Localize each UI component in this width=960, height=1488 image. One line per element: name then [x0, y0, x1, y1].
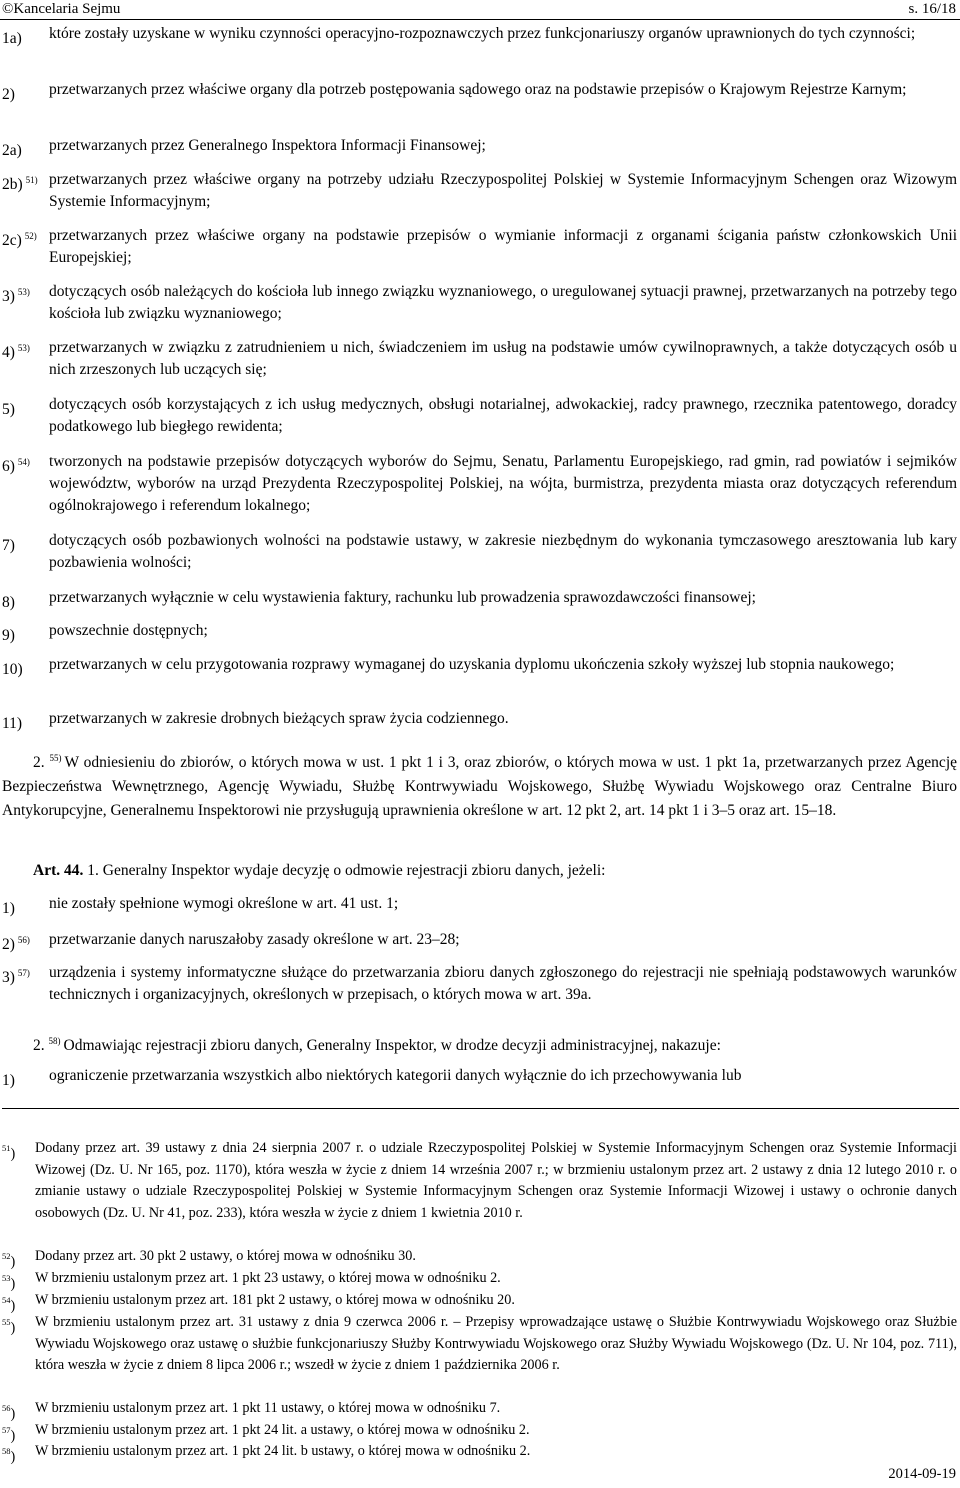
- footnote-text: W brzmieniu ustalonym przez art. 1 pkt 23 ustawy, o której mowa w odnośniku 2.: [35, 1270, 501, 1286]
- paragraph-text: Odmawiając rejestracji zbioru danych, Generalny Inspektor, w drodze decyzji administracyjnej, nakazuje:: [63, 1037, 721, 1054]
- paragraph-text: W odniesieniu do zbiorów, o których mowa w ust. 1 pkt 1 i 3, oraz zbiorów, o których mowa w ust. 1 pkt 1a, przetwarzanych przez Agencję Bezpieczeństwa Wewnętrznego, Agencję Wywiadu, Służbę Kontrwywiadu Wojskowego, Służbę Wywiadu Wojskowego oraz Centralne Biuro Antykorupcyjne, Generalnemu Inspektorowi nie przysługują uprawnienia określone w art. 12 pkt 2, art. 14 pkt 1 i 3–5 oraz art. 15–18.: [2, 754, 958, 819]
- footnote-number: $^{58}$): [2, 1446, 16, 1465]
- footer-date: 2014-09-19: [888, 1466, 956, 1482]
- item-number: 3) $^{57)}$: [2, 968, 30, 986]
- list-item-9: [2, 620, 957, 642]
- footnote-56: [2, 1398, 957, 1420]
- footnote-55: [2, 1312, 957, 1377]
- item-number: 2): [2, 86, 15, 103]
- item-text: przetwarzanie danych naruszałoby zasady określone w art. 23–28;: [49, 931, 460, 948]
- item-number: 2c) $^{52)}$: [2, 231, 37, 249]
- item-number: 3) $^{53)}$: [2, 287, 30, 305]
- footnote-text: W brzmieniu ustalonym przez art. 1 pkt 24 lit. a ustawy, o której mowa w odnośniku 2.: [35, 1422, 530, 1438]
- item-number: 2) $^{56)}$: [2, 935, 30, 953]
- item-number: 1): [2, 1072, 15, 1089]
- item-text: dotyczących osób należących do kościoła lub innego związku wyznaniowego, o uregulowanej sytuacji prawnej, przetwarzanych na potrzeby tego kościoła lub związku wyznaniowego;: [49, 283, 957, 322]
- publisher-label: ©Kancelaria Sejmu: [2, 1, 121, 17]
- footnote-text: W brzmieniu ustalonym przez art. 31 ustawy z dnia 9 czerwca 2006 r. – Przepisy wprowadzające ustawę o Służbie Kontrwywiadu Wojskowego oraz Służbie Wywiadu Wojskowego oraz ustawę o służbie funkcjonariuszy Służby Kontrwywiadu Wojskowego oraz Służby Wywiadu Wojskowego (Dz. U. Nr 104, poz. 711), która weszła w życie z dniem 8 lipca 2006 r.; wszedł w życie z dniem 1 października 2006 r.: [35, 1314, 957, 1373]
- item-number: 1a): [2, 30, 22, 47]
- item-number: 5): [2, 401, 15, 418]
- item-number: 6) $^{54)}$: [2, 457, 30, 475]
- item-number: 2a): [2, 142, 22, 159]
- item-text: przetwarzanych przez Generalnego Inspektora Informacji Finansowej;: [49, 137, 486, 154]
- footnote-text: Dodany przez art. 30 pkt 2 ustawy, o której mowa w odnośniku 30.: [35, 1248, 416, 1264]
- footnote-text: W brzmieniu ustalonym przez art. 181 pkt 2 ustawy, o której mowa w odnośniku 20.: [35, 1292, 515, 1308]
- item-number: 11): [2, 715, 23, 732]
- footnote-ref: 58): [48, 1036, 61, 1046]
- footnote-number: $^{55}$): [2, 1317, 16, 1336]
- footnote-58: [2, 1441, 957, 1463]
- item-number: 2b) $^{51)}$: [2, 175, 38, 193]
- list-item-b2: [2, 929, 957, 951]
- footnote-text: Dodany przez art. 39 ustawy z dnia 24 sierpnia 2007 r. o udziale Rzeczypospolitej Polskiej w Systemie Informacyjnym Schengen oraz Systemie Informacji Wizowej (Dz. U. Nr 165, poz. 1170), która weszła w życie z dniem 14 września 2007 r.; w brzmieniu ustalonym przez art. 2 ustawy z dnia 12 lutego 2010 r. o zmianie ustawy o udziale Rzeczypospolitej Polskiej w Systemie Informacyjnym Schengen oraz Systemie Informacji Wizowej i ustawy o ochronie danych osobowych (Dz. U. Nr 41, poz. 233), która weszła w życie z dniem 1 kwietnia 2010 r.: [35, 1140, 957, 1221]
- footnote-number: $^{52}$): [2, 1251, 16, 1270]
- item-text: urządzenia i systemy informatyczne służące do przetwarzania zbioru danych zgłoszonego do rejestracji nie spełniają podstawowych warunków technicznych i organizacyjnych, określonych w przepisach, o których mowa w art. 39a.: [49, 964, 957, 1003]
- footnote-54: [2, 1290, 957, 1312]
- paragraph-2: [2, 746, 957, 823]
- footnote-51: [2, 1138, 957, 1224]
- item-text: nie zostały spełnione wymogi określone w art. 41 ust. 1;: [49, 895, 399, 912]
- item-text: przetwarzanych w związku z zatrudnieniem u nich, świadczeniem im usług na podstawie umów cywilnoprawnych, a także dotyczących osób u nich zrzeszonych lub uczących się;: [49, 339, 957, 378]
- footnote-number: $^{57}$): [2, 1425, 16, 1444]
- article-44-paragraph-2: [2, 1029, 957, 1058]
- footnote-text: W brzmieniu ustalonym przez art. 1 pkt 24 lit. b ustawy, o której mowa w odnośniku 2.: [35, 1443, 531, 1459]
- footnote-ref: 55): [49, 753, 62, 763]
- footnote-52: [2, 1246, 957, 1268]
- footnote-text: W brzmieniu ustalonym przez art. 1 pkt 11 ustawy, o której mowa w odnośniku 7.: [35, 1400, 501, 1416]
- item-text: przetwarzanych w zakresie drobnych bieżących spraw życia codziennego.: [49, 710, 509, 727]
- item-number: 7): [2, 537, 15, 554]
- item-text: przetwarzanych przez właściwe organy na podstawie przepisów o wymianie informacji z organami ścigania państw członkowskich Unii Europejskiej;: [49, 227, 957, 266]
- list-item-c1: [2, 1065, 957, 1087]
- list-item-1a: [2, 23, 957, 45]
- footnote-number: $^{56}$): [2, 1403, 16, 1422]
- page-number: s. 16/18: [908, 1, 956, 17]
- footnote-separator: [2, 1108, 959, 1109]
- item-text: dotyczących osób korzystających z ich usług medycznych, obsługi notarialnej, adwokackiej, radcy prawnego, rzecznika patentowego, doradcy podatkowego lub biegłego rewidenta;: [49, 396, 957, 435]
- footnote-number: $^{54}$): [2, 1295, 16, 1314]
- footnote-57: [2, 1420, 957, 1442]
- paragraph-number: 2.: [33, 1037, 45, 1054]
- article-44: [2, 859, 957, 883]
- item-text: powszechnie dostępnych;: [49, 622, 208, 639]
- footnote-number: $^{53}$): [2, 1273, 16, 1292]
- list-item-5: [2, 394, 957, 438]
- item-number: 10): [2, 661, 23, 678]
- list-item-4: [2, 337, 957, 381]
- paragraph-number: 2.: [33, 754, 45, 771]
- item-text: przetwarzanych przez właściwe organy na potrzeby udziału Rzeczypospolitej Polskiej w Systemie Informacyjnym Schengen oraz Wizowym Systemie Informacyjnym;: [49, 171, 957, 210]
- list-item-10: [2, 654, 957, 676]
- list-item-2: [2, 79, 957, 101]
- list-item-b1: [2, 893, 957, 915]
- list-item-8: [2, 587, 957, 609]
- list-item-2a: [2, 135, 957, 157]
- footnote-number: $^{51}$): [2, 1143, 16, 1162]
- item-text: które zostały uzyskane w wyniku czynności operacyjno-rozpoznawczych przez funkcjonariuszy organów uprawnionych do tych czynności;: [49, 25, 916, 42]
- footnote-53: [2, 1268, 957, 1290]
- item-text: przetwarzanych przez właściwe organy dla potrzeb postępowania sądowego oraz na podstawie przepisów o Krajowym Rejestrze Karnym;: [49, 81, 907, 98]
- list-item-11: [2, 708, 957, 730]
- page-header: [0, 0, 960, 21]
- list-item-6: [2, 451, 957, 517]
- list-item-3: [2, 281, 957, 325]
- item-text: tworzonych na podstawie przepisów dotyczących wyborów do Sejmu, Senatu, Parlamentu Europejskiego, rad gmin, rad powiatów i sejmików województw, wyborów na urząd Prezydenta Rzeczypospolitej Polskiej, na wójta, burmistrza, prezydenta miasta oraz dotyczących referendum ogólnokrajowego i referendum lokalnego;: [49, 453, 957, 514]
- list-item-2c: [2, 225, 957, 269]
- list-item-b3: [2, 962, 957, 1006]
- paragraph-number: 1.: [87, 862, 99, 879]
- item-number: 9): [2, 627, 15, 644]
- item-text: przetwarzanych wyłącznie w celu wystawienia faktury, rachunku lub prowadzenia sprawozdawczości finansowej;: [49, 589, 756, 606]
- list-item-2b: [2, 169, 957, 213]
- item-text: ograniczenie przetwarzania wszystkich albo niektórych kategorii danych wyłącznie do ich przechowywania lub: [49, 1067, 742, 1084]
- header-rule: [0, 19, 960, 20]
- item-text: przetwarzanych w celu przygotowania rozprawy wymaganej do uzyskania dyplomu ukończenia szkoły wyższej lub stopnia naukowego;: [49, 656, 895, 673]
- article-label: Art. 44.: [33, 862, 84, 879]
- item-number: 1): [2, 900, 15, 917]
- paragraph-text: Generalny Inspektor wydaje decyzję o odmowie rejestracji zbioru danych, jeżeli:: [102, 862, 606, 879]
- list-item-7: [2, 530, 957, 574]
- item-number: 8): [2, 594, 15, 611]
- item-text: dotyczących osób pozbawionych wolności na podstawie ustawy, w zakresie niezbędnym do wykonania tymczasowego aresztowania lub kary pozbawienia wolności;: [49, 532, 957, 571]
- item-number: 4) $^{53)}$: [2, 343, 30, 361]
